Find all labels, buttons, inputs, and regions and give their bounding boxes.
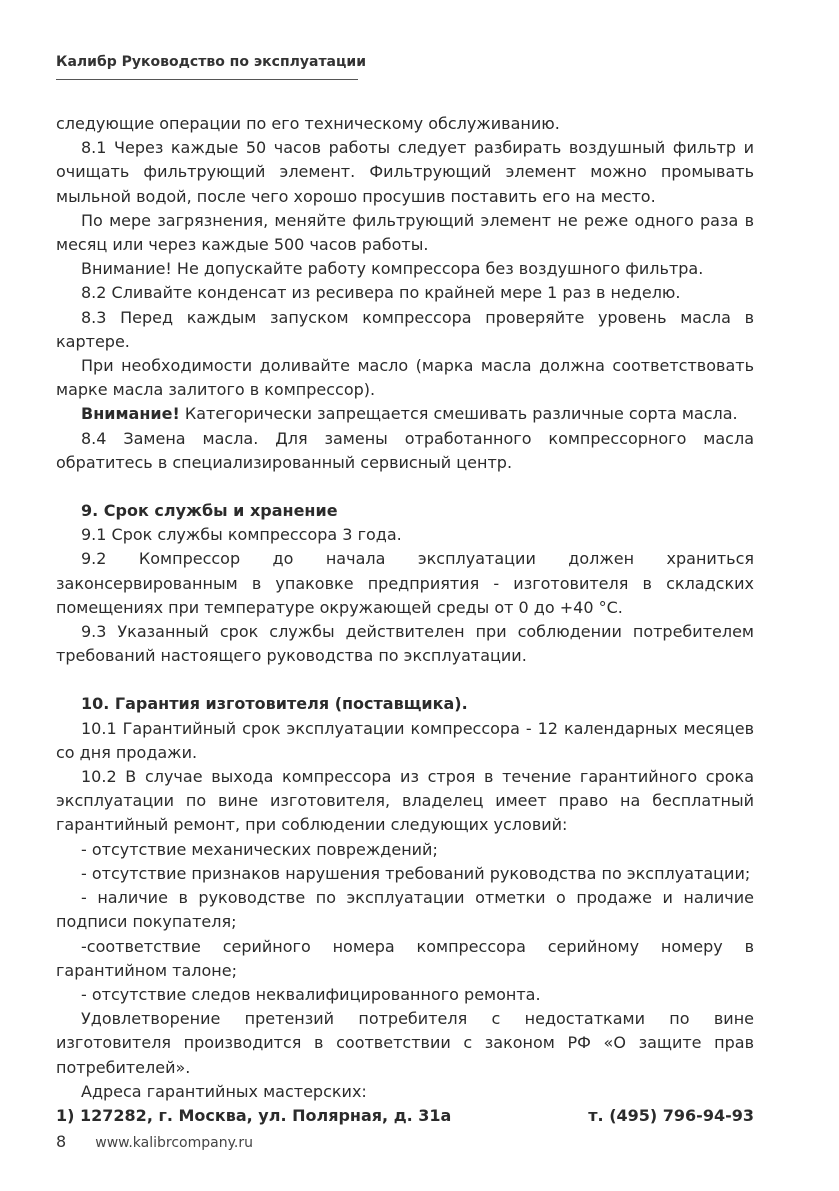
spacer (56, 668, 754, 692)
paragraph: 10.1 Гарантийный срок эксплуатации компрессора - 12 календарных месяцев со дня продажи. (56, 718, 754, 762)
paragraph: следующие операции по его техническому обслуживанию. (56, 114, 560, 133)
paragraph: 8.3 Перед каждым запуском компрессора проверяйте уровень масла в картере. (56, 307, 754, 351)
page-footer (56, 1132, 253, 1151)
paragraph: Удовлетворение претензий потребителя с недостатками по вине изготовителя производится в соответствии с законом РФ «О защите прав потребителей». (56, 1009, 754, 1077)
condition-item: - отсутствие признаков нарушения требований руководства по эксплуатации; (81, 863, 751, 883)
paragraph: 10.2 В случае выхода компрессора из строя в течение гарантийного срока эксплуатации по вине изготовителя, владелец имеет право на бесплатный гарантийный ремонт, при соблюдении следующих условий: (56, 767, 754, 835)
paragraph: При необходимости доливайте масло (марка масла должна соответствовать марке масла залитого в компрессор). (56, 356, 754, 400)
paragraph: 8.2 Сливайте конденсат из ресивера по крайней мере 1 раз в неделю. (81, 283, 681, 303)
service-address: 1) 127282, г. Москва, ул. Полярная, д. 31а (56, 1105, 452, 1125)
paragraph: 9.2 Компрессор до начала эксплуатации должен храниться законсервированным в упаковке предприятия - изготовителя в складских помещениях при температуре окружающей среды от 0 до +40 °С. (56, 549, 754, 617)
footer-url: www.kalibrcompany.ru (95, 1135, 253, 1151)
paragraph: 9.3 Указанный срок службы действителен при соблюдении потребителем требований настоящего руководства по эксплуатации. (56, 622, 754, 666)
paragraph: 8.4 Замена масла. Для замены отработанного компрессорного масла обратитесь в специализированный сервисный центр. (56, 428, 754, 472)
paragraph: Внимание! Не допускайте работу компрессора без воздушного фильтра. (81, 259, 704, 279)
condition-item: - наличие в руководстве по эксплуатации отметки о продаже и наличие подписи покупателя; (56, 888, 754, 932)
service-address-row (56, 1104, 754, 1128)
page-number: 8 (56, 1132, 67, 1151)
paragraph: Адреса гарантийных мастерских: (81, 1081, 367, 1101)
warning-label: Внимание! (81, 404, 180, 424)
spacer (56, 475, 754, 499)
warning-text: Категорически запрещается смешивать различные сорта масла. (179, 404, 738, 424)
paragraph: 8.1 Через каждые 50 часов работы следует разбирать воздушный фильтр и очищать фильтрующий элемент. Фильтрующий элемент можно промывать мыльной водой, после чего хорошо просушив поставить его на место. (56, 138, 754, 206)
section-heading-9: 9. Срок службы и хранение (81, 501, 338, 521)
running-header: Калибр Руководство по эксплуатации (56, 54, 367, 70)
paragraph-warning (56, 402, 754, 426)
condition-item: - отсутствие следов неквалифицированного ремонта. (81, 984, 541, 1004)
paragraph: 9.1 Срок службы компрессора 3 года. (81, 525, 402, 545)
header-divider (56, 79, 358, 80)
service-phone: т. (495) 796-94-93 (588, 1105, 754, 1125)
paragraph: По мере загрязнения, меняйте фильтрующий элемент не реже одного раза в месяц или через каждые 500 часов работы. (56, 210, 754, 255)
condition-item: - отсутствие механических повреждений; (81, 839, 438, 859)
page-body (56, 112, 754, 1128)
condition-item: -соответствие серийного номера компрессора серийному номеру в гарантийном талоне; (56, 936, 754, 980)
section-heading-10: 10. Гарантия изготовителя (поставщика). (81, 694, 468, 714)
